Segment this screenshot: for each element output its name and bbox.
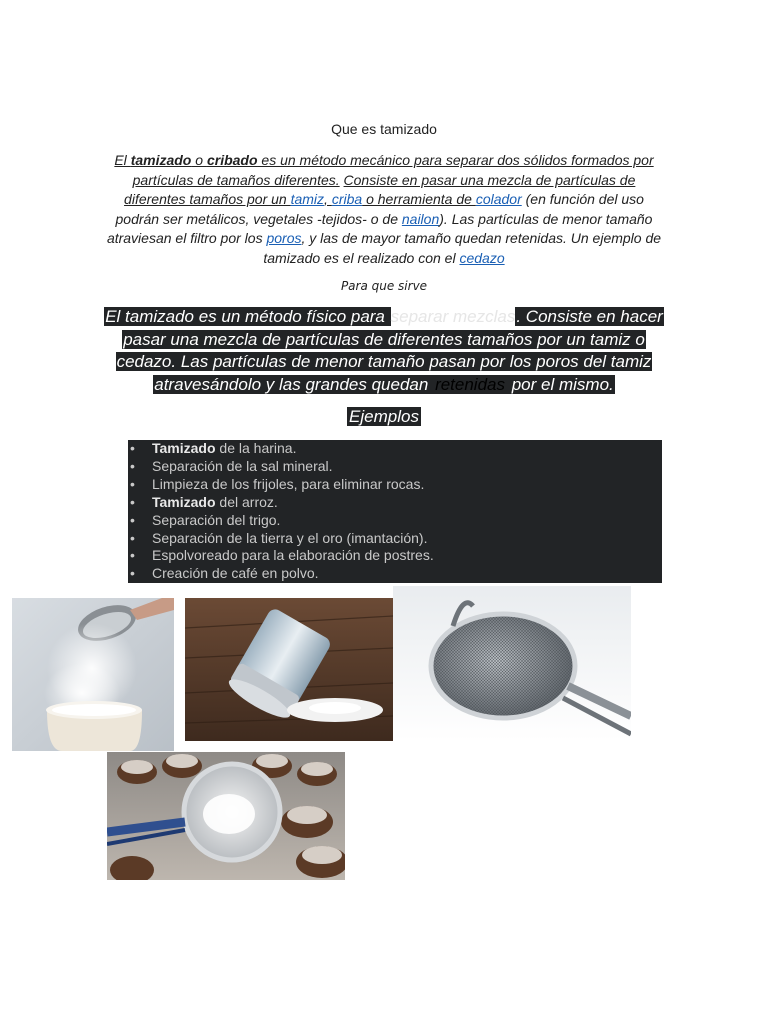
term-tamizado: tamizado — [130, 152, 192, 168]
list-item-text: Separación de la tierra y el oro (imantación). — [152, 529, 428, 546]
list-item-bold: Tamizado — [152, 440, 216, 456]
link-colador[interactable]: colador — [475, 191, 522, 207]
term-cribado: cribado — [206, 152, 258, 168]
intro-text: o — [191, 152, 207, 168]
para-text: El tamizado es un método físico para — [105, 307, 390, 326]
list-item — [152, 565, 662, 583]
link-poros[interactable]: poros — [266, 230, 302, 246]
intro-text: (en función del uso podrán ser metálicos, vegetales -tejidos- o de — [115, 191, 644, 227]
page-title: Que es tamizado — [331, 121, 437, 137]
list-item-text: Separación de la sal mineral. — [152, 457, 333, 474]
link-criba[interactable]: criba — [331, 191, 363, 207]
list-item-text: del arroz. — [215, 493, 278, 510]
photo-sieve-muffins — [107, 752, 345, 880]
list-item-text: Espolvoreado para la elaboración de postres. — [152, 547, 434, 564]
examples-list — [128, 440, 662, 583]
link-cedazo[interactable]: cedazo — [459, 249, 505, 266]
highlighted-paragraph — [104, 306, 664, 396]
list-item — [152, 530, 662, 548]
para-text: por el mismo. — [507, 374, 614, 394]
list-item — [152, 494, 662, 512]
list-item — [152, 476, 662, 494]
para-text-faint: separar mezclas — [390, 307, 516, 326]
examples-heading — [0, 407, 768, 427]
examples-list-box — [128, 440, 662, 583]
intro-text: El — [114, 152, 131, 168]
para-text: . Consiste en hacer pasar una mezcla de partículas de diferentes tamaños por un tamiz o cedazo. Las partículas de menor tamaño pasan por los poros del tamiz atravesándolo y las grandes quedan — [116, 307, 663, 394]
para-text-dark: retenidas — [435, 374, 505, 394]
list-item-text: Creación de café en polvo. — [152, 565, 319, 582]
list-item-text: Separación del trigo. — [152, 511, 281, 528]
intro-text: es un método mecánico para separar dos sólidos formados por partículas de tamaños diferentes. — [132, 152, 654, 188]
list-item-text: de la harina. — [215, 440, 297, 456]
list-item-text: Limpieza de los frijoles, para eliminar rocas. — [152, 475, 425, 492]
photo-salt-shaker — [185, 598, 393, 741]
intro-text: , y las de mayor tamaño quedan retenidas. Un ejemplo de tamizado es el realizado con el — [263, 230, 662, 266]
list-item — [152, 458, 662, 476]
list-item — [152, 512, 662, 530]
list-item-bold: Tamizado — [152, 493, 216, 510]
intro-paragraph — [104, 151, 664, 268]
intro-text: Consiste en pasar una mezcla de partículas de diferentes tamaños por un — [124, 171, 636, 207]
examples-heading-text: Ejemplos — [349, 407, 419, 426]
photo-flour-sifting — [12, 598, 174, 751]
subheading: Para que sirve — [340, 279, 428, 293]
link-nailon[interactable]: nailon — [401, 210, 440, 227]
intro-text: ). Las partículas de menor tamaño atraviesan el filtro por los — [106, 210, 653, 246]
link-tamiz[interactable]: tamiz — [290, 191, 325, 207]
photo-metal-strainer — [393, 586, 631, 741]
intro-text: , — [324, 191, 332, 207]
intro-text: o herramienta de — [362, 191, 476, 207]
list-item — [152, 440, 662, 458]
list-item — [152, 547, 662, 565]
